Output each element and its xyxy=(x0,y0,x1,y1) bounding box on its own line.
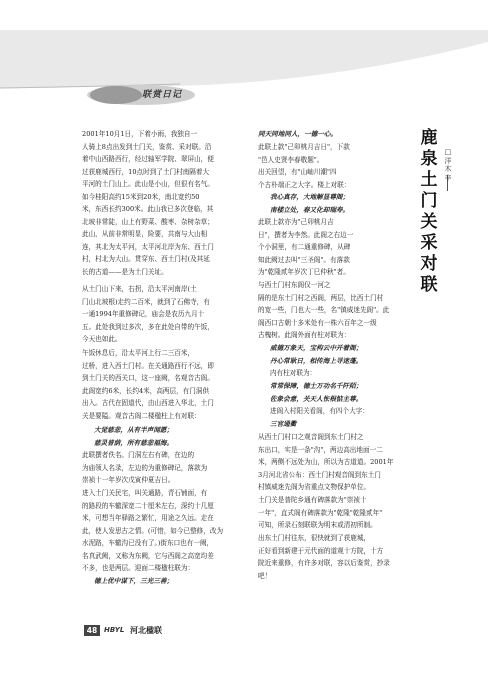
couplet-zhenwu-upper xyxy=(94,575,173,588)
text-line: 长的古道——是为土门关址。 xyxy=(82,268,168,277)
paragraph-dating xyxy=(258,494,486,532)
title-char: 土 xyxy=(420,170,438,190)
text-line: 如今桂阳高约15米到20米，南北宽约50 xyxy=(82,192,200,201)
text-line: 门山北坡根)走约二百米，就到了石佛寺，有 xyxy=(82,297,210,306)
text-line: 进入土门关民宅，叫关通路，青石铺面，有 xyxy=(82,489,208,497)
text-line: 院近来重修，有许多对联，容以后鉴赏，抄录 xyxy=(258,559,390,568)
paragraph-inner-couplet-intro xyxy=(270,367,470,380)
text-line: 日"，撰者为李然。此阁之右边一 xyxy=(258,230,354,239)
text-line: 进阁入村阳关看阁，有四个大字： xyxy=(270,407,369,415)
magazine-name: 河北楹联 xyxy=(130,626,162,635)
magazine-logo-en: HBYL xyxy=(104,626,125,634)
text-line: 午饭休息后，沿太平河上行二三百米， xyxy=(82,349,195,357)
author-char: □ xyxy=(444,148,452,156)
article-author xyxy=(443,148,453,182)
header-decoration xyxy=(0,30,488,108)
text-line: 慈灵普荫，所有慈悲福海。 xyxy=(94,438,174,447)
text-line: 知此阙过去叫"三圣阁"。有落款 xyxy=(258,255,350,264)
text-line: 从土门山下来，右拐，沿太平河南岸(土 xyxy=(82,285,197,293)
text-line: 土门关是普陀乡通有碑落款为"崇祯十 xyxy=(258,496,367,504)
text-line: 出东土门村往东，很快就到了获鹿城， xyxy=(258,534,371,542)
text-line: 威德万象天，宝构云中开着阁； xyxy=(270,344,363,352)
author-char: 木 xyxy=(444,165,452,173)
couplet-zhenwei-outer xyxy=(270,342,362,367)
text-line: 此，使人发思古之情。(可惜，如今已整修，改为 xyxy=(82,526,224,535)
text-line: 此阁宽约6米，长约4米，高两层，有门洞供 xyxy=(82,386,210,395)
text-line: 平河的土门山上。此山是小山，但很有名气。 xyxy=(82,180,214,189)
text-line: 个古朴端正之大字。楼上对联： xyxy=(258,180,351,189)
text-line: 水泥路，车辙沟已没有了。)街东口也有一阙， xyxy=(82,539,214,548)
text-line: 连，其北为太平河，太平河北岸为东、西土门 xyxy=(82,242,214,251)
text-line: 出关回望，有"山岫川潮"四 xyxy=(258,168,337,176)
text-line: 米，可想当年驿路之繁忙，用途之久远。走在 xyxy=(82,514,214,523)
title-char: 关 xyxy=(420,212,438,232)
paragraph-four-characters xyxy=(270,405,470,418)
text-line: 为"乾隆贰年岁次丁巳仲秋"者。 xyxy=(258,268,350,277)
text-line: 过获鹿城西行，10点时到了土门村南隔着大 xyxy=(82,167,210,176)
text-line: 常常保障，德士万功名千阡陌； xyxy=(270,382,363,390)
paragraph-east-village xyxy=(258,279,486,342)
couplet-tower xyxy=(270,191,349,216)
text-line: 今天也如此。 xyxy=(82,335,122,344)
text-line: 此联上款"己卯桃月吉日"，下款 xyxy=(258,143,350,151)
text-line: 南楼立处，春又化却瑞寿。 xyxy=(270,205,350,214)
text-line: 的宽一些，门也大一些，名"镇威迷先阁"。此 xyxy=(258,306,390,315)
author-char: 辛 xyxy=(444,173,452,182)
paragraph-look-back xyxy=(258,166,414,191)
text-line: 名真武阙，又称为东阙，它与西阁之高宽均差 xyxy=(82,551,214,560)
text-line: 佐象会意，关天人怅根惦主尊。 xyxy=(270,394,363,403)
title-char: 对 xyxy=(420,254,438,274)
text-line: 此联撰者佚名。门洞左右有碑，在边的 xyxy=(82,451,195,459)
text-line: 古槐树。此阁外面有柱对联为： xyxy=(258,331,351,340)
text-line: 米，东西长约300米。此山我已多次登临，其 xyxy=(82,205,214,214)
couplet-guanyin xyxy=(94,424,173,449)
text-line: 此联上款亦为"己卯桃月吉 xyxy=(258,218,334,226)
text-line: 到土门关的西关口，这一座阙，名观音古阁。 xyxy=(82,374,214,383)
paragraph-ancient-road xyxy=(82,487,249,575)
text-line: 德上优中谋下，三光三善； xyxy=(94,577,174,585)
paragraph-guanyin-pavilion xyxy=(82,347,249,422)
text-line: 崇祯十一年岁次戊寅仲夏吉日。 xyxy=(82,476,175,485)
text-line: 三官通衢 xyxy=(270,420,297,428)
text-line: 正好看到新建于元代面的道观十方院，十方 xyxy=(258,546,384,555)
title-char: 泉 xyxy=(420,149,438,169)
text-line: 此山，从前非常明显，险要，共南与大山相 xyxy=(82,230,208,239)
paragraph-sansheng-pavilion xyxy=(258,216,414,279)
text-line: 个小洞里，有二通重修碑，从碑 xyxy=(258,243,351,252)
text-line: 2001年10月1日，下着小雨，我独自一 xyxy=(82,130,198,138)
text-line: 五。此处我到过多次，多在此处自带的午饭， xyxy=(82,322,214,331)
text-line: 不多，也是两层。迎面二楼楹柱联为： xyxy=(82,564,195,573)
title-char: 鹿 xyxy=(420,128,438,148)
text-line: 为庙领人名录，左边的为重修碑记，落款为 xyxy=(82,463,208,472)
text-line: 阁西口古朝十多米处有一株六百年之一级 xyxy=(258,318,377,327)
text-line: 着中山西路西行，经过轴军学院、翠屏山，便 xyxy=(82,155,214,164)
text-line: 米，两侧不远处为山，所以为古道道。2001年 xyxy=(258,458,394,467)
plaque-inscription xyxy=(270,418,296,431)
text-line: 关是要隘。观音古阁二楼楹柱上有对联： xyxy=(82,411,201,420)
column-label: 联赏日记 xyxy=(142,90,183,100)
couplet-zhenwei-inner xyxy=(270,380,362,405)
text-line: "邑人史贤李春敬题"。 xyxy=(258,155,324,164)
text-line: 丹心常耿日，相传海上寻迷蓬。 xyxy=(270,356,363,365)
paragraph-conclusion xyxy=(258,532,486,582)
text-line: 人骑上8点出发到土门关，鉴赏、采对联。沿 xyxy=(82,142,212,151)
page-number: 48 xyxy=(84,625,100,636)
text-line: 同天同地同人，一德一心。 xyxy=(258,130,338,138)
text-line: 与西土门村东阁仅一河之 xyxy=(258,281,331,289)
text-line: 一通1994年重修碑记，庙会是农历九月十 xyxy=(82,310,205,319)
text-line: 内有柱对联为： xyxy=(270,369,317,377)
article-title xyxy=(418,128,440,296)
text-line: 出入。古代在固道代，由山西进入华北，土门 xyxy=(82,399,214,408)
paragraph-heritage xyxy=(258,431,486,494)
title-char: 门 xyxy=(420,191,438,211)
text-line: 过桥，进入西土门村。在关通路西行不远，即 xyxy=(82,361,214,370)
paragraph-stele xyxy=(82,449,249,487)
title-char: 联 xyxy=(420,275,438,295)
text-line: 我心真存，大地解显尊阁； xyxy=(270,193,350,201)
text-line: 隔的是东土门村之西阁，两层，比西土门村 xyxy=(258,293,384,302)
text-line: 3月河北省公布：西土门村观音阁到东土门 xyxy=(258,470,381,479)
text-line: 东出口，实是一条"沟"，两边高出地面一二 xyxy=(258,445,383,454)
author-char: 洋 xyxy=(444,156,452,165)
text-line: 大觉慈悲，从有半声闻愿； xyxy=(94,426,174,434)
title-char: 采 xyxy=(420,233,438,253)
couplet-zhenwu-lower xyxy=(258,128,337,141)
paragraph-inscription xyxy=(258,141,414,166)
text-line: 吧！ xyxy=(258,571,272,580)
text-line: 一年"，直式阁有碑落款为"乾隆"乾隆贰年" xyxy=(258,508,383,517)
text-line: 的路段的车辙深宽二十厘米左右，深约十几厘 xyxy=(82,501,214,510)
text-line: 从西土门村口之观音阁到东土门村之 xyxy=(258,433,364,441)
paragraph-intro xyxy=(82,128,249,279)
paragraph-stone-buddha-temple xyxy=(82,283,249,346)
text-line: 可知，所录石刻联联为明末或清初所制。 xyxy=(258,521,377,530)
text-line: 村，村北为大山。贯穿东、西土门村(及其延 xyxy=(82,255,210,264)
text-line: 村镇威迷先阁为省重点文物保护单位。 xyxy=(258,483,371,492)
text-line: 北坡非常陡，山上有野菜、酸枣、杂树杂草； xyxy=(82,217,214,226)
